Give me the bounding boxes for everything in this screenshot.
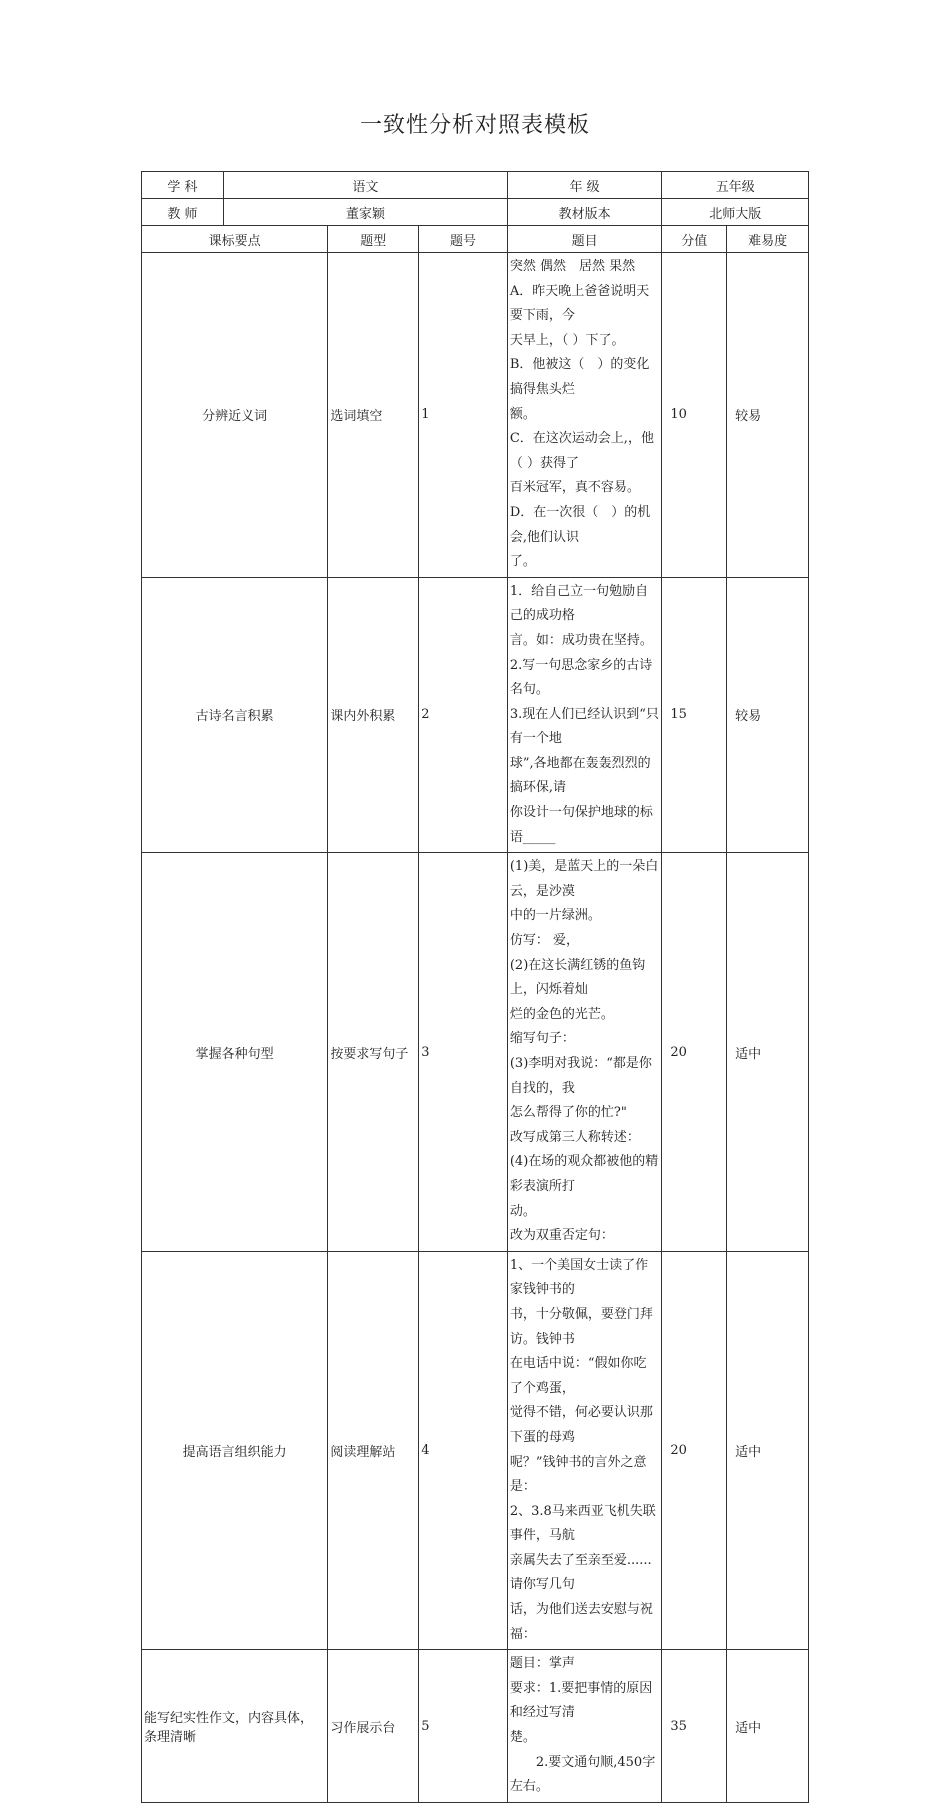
subject-value: 语文 [223,172,507,199]
question-line: 怎么帮得了你的忙?" [509,1105,627,1121]
table-row [142,1650,809,1803]
question-line: C．在这次运动会上,，他（ ）获得了 [509,431,654,471]
table-row [142,1251,809,1650]
question-line: 百米冠军，真不容易。 [509,480,640,496]
question-line: 改为双重否定句： [509,1228,614,1244]
number-cell: 1 [419,253,508,578]
question-line: 书，十分敬佩，要登门拜访。钱钟书 [509,1306,653,1347]
question-line: (2)在这长满红锈的鱼钩上，闪烁着灿 [509,957,646,998]
teacher-value: 董家颖 [223,199,507,226]
col-header-point: 课标要点 [142,226,328,253]
grade-label: 年 级 [507,172,662,199]
col-header-no: 题号 [419,226,508,253]
question-line: 你设计一句保护地球的标语_____ [509,805,653,845]
level-cell: 适中 [727,1650,809,1803]
type-cell: 选词填空 [328,253,419,578]
grade-value: 五年级 [662,172,809,199]
question-line: 题目：掌声 [509,1656,575,1672]
question-line: A．昨天晚上爸爸说明天要下雨，今 [509,283,650,324]
number-cell: 3 [419,853,508,1252]
question-line: 3.现在人们已经认识到“只有一个地 [509,706,659,747]
question-line: 亲属失去了至亲至爱......请你写几句 [509,1552,652,1593]
question-line: (1)美，是蓝天上的一朵白云，是沙漠 [509,859,659,899]
point-cell: 提高语言组织能力 [142,1251,328,1650]
level-cell: 适中 [727,853,809,1252]
point-cell: 分辨近义词 [142,253,328,578]
point-cell: 能写纪实性作文，内容具体，条理清晰 [142,1650,328,1803]
page-title: 一致性分析对照表模板 [359,113,590,138]
edition-label: 教材版本 [507,199,662,226]
column-header-row [142,226,809,253]
score-cell: 15 [662,577,727,853]
question-line: 1、一个美国女士读了作家钱钟书的 [509,1257,649,1298]
level-cell: 适中 [727,1251,809,1650]
question-line: 突然 偶然 居然 果然 [509,259,636,274]
type-cell: 习作展示台 [328,1650,419,1803]
score-cell: 20 [662,1251,727,1650]
analysis-table [141,171,809,1803]
question-cell [507,1251,662,1650]
question-line: 2.要文通句顺,450字左右。 [509,1754,656,1795]
question-line: 球”,各地都在轰轰烈烈的搞环保,请 [509,755,651,796]
type-cell: 阅读理解站 [328,1251,419,1650]
question-line: (4)在场的观众都被他的精彩表演所打 [509,1154,659,1194]
level-cell: 较易 [727,253,809,578]
question-line: 仿写： 爱， [509,933,579,949]
question-cell [507,577,662,853]
number-cell: 5 [419,1650,508,1803]
question-line: 言。如：成功贵在坚持。 [509,632,653,648]
question-line: 缩写句子： [509,1031,575,1047]
question-cell [507,853,662,1252]
question-line: B．他被这（ ）的变化搞得焦头烂 [509,357,650,397]
table-row [142,853,809,1252]
info-row-1 [142,172,809,199]
col-header-question: 题目 [507,226,662,253]
question-line: 2.写一句思念家乡的古诗名句。 [509,657,653,698]
score-cell: 35 [662,1650,727,1803]
subject-label: 学 科 [142,172,224,199]
question-line: 觉得不错，何必要认识那下蛋的母鸡 [509,1405,653,1445]
number-cell: 4 [419,1251,508,1650]
info-row-2 [142,199,809,226]
type-cell: 按要求写句子 [328,853,419,1252]
question-line: 了。 [509,554,536,570]
question-line: 额。 [509,406,536,422]
point-cell: 古诗名言积累 [142,577,328,853]
question-line: 改写成第三人称转述： [509,1129,640,1145]
score-cell: 10 [662,253,727,578]
question-line: 2、3.8马来西亚飞机失联事件，马航 [509,1503,656,1544]
question-line: 在电话中说：“假如你吃了个鸡蛋， [509,1356,647,1396]
question-line: 楚。 [509,1730,536,1746]
edition-value: 北师大版 [662,199,809,226]
question-line: (3)李明对我说：“都是你自找的，我 [509,1056,652,1096]
question-line: 动。 [509,1203,536,1219]
question-line: 中的一片绿洲。 [509,908,601,924]
table-body [142,253,809,1803]
col-header-score: 分值 [662,226,727,253]
question-line: D．在一次很（ ）的机会,他们认识 [509,504,651,545]
question-line: 天早上，（ ）下了。 [509,332,625,348]
table-row [142,577,809,853]
level-cell: 较易 [727,577,809,853]
question-cell [507,253,662,578]
col-header-type: 题型 [328,226,419,253]
point-cell: 掌握各种句型 [142,853,328,1252]
type-cell: 课内外积累 [328,577,419,853]
question-line: 呢？”钱钟书的言外之意是： [509,1454,647,1495]
question-line: 1．给自己立一句勉励自己的成功格 [509,583,649,624]
question-line: 烂的金色的光芒。 [509,1006,614,1022]
teacher-label: 教 师 [142,199,224,226]
question-line: 话，为他们送去安慰与祝福： [509,1602,653,1642]
col-header-level: 难易度 [727,226,809,253]
score-cell: 20 [662,853,727,1252]
question-cell [507,1650,662,1803]
table-row [142,253,809,578]
number-cell: 2 [419,577,508,853]
question-line: 要求：1.要把事情的原因和经过写清 [509,1680,653,1721]
